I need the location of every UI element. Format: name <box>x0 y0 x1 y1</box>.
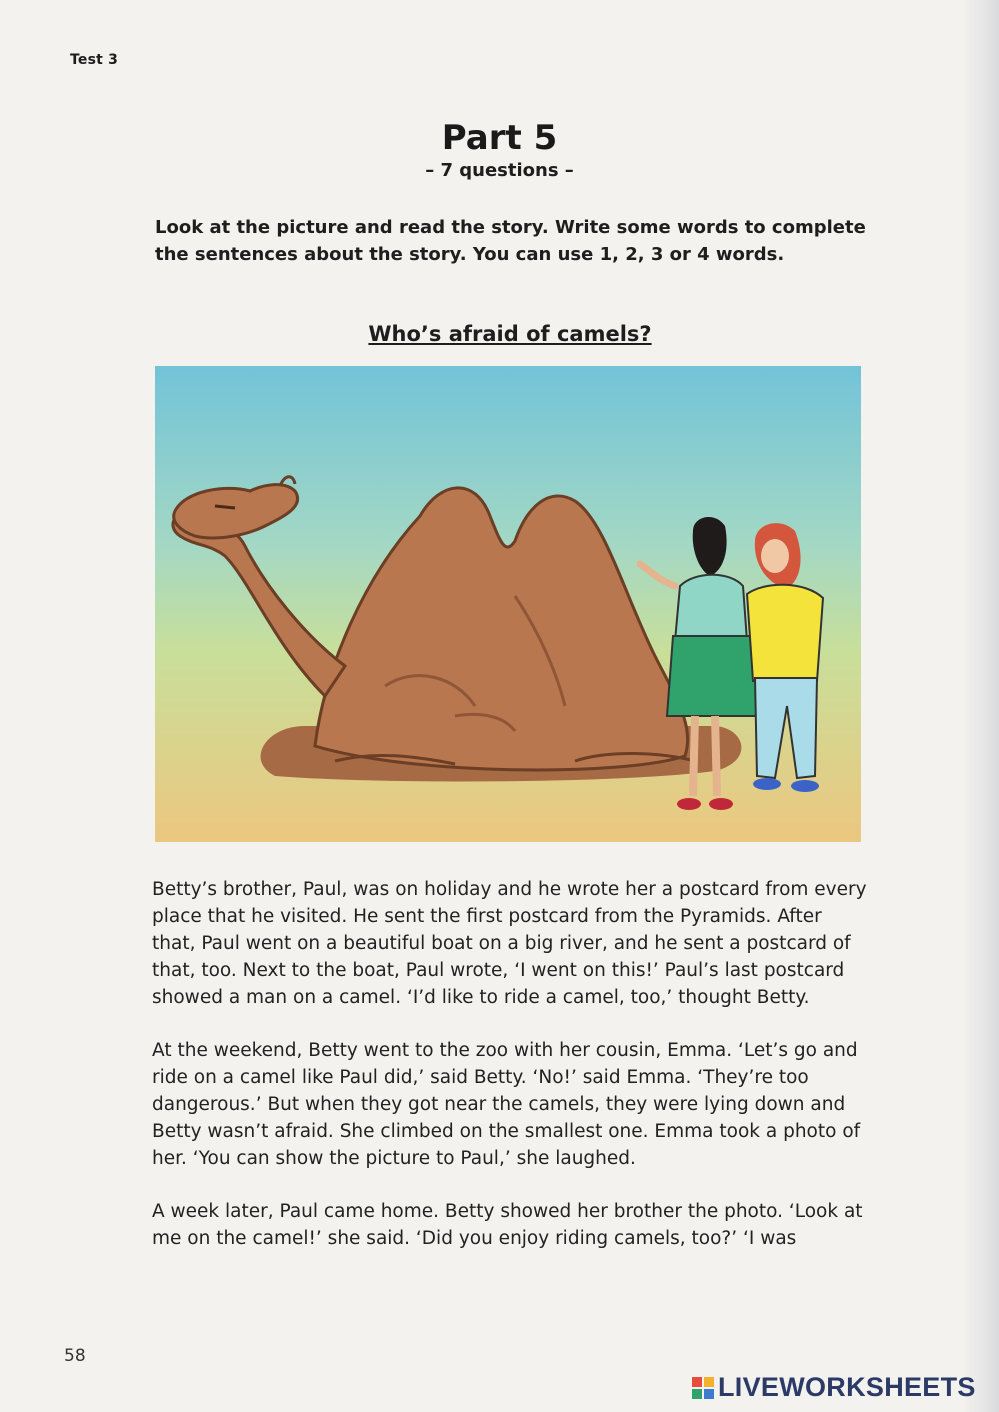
story-paragraph-1: Betty’s brother, Paul, was on holiday and he wrote her a postcard from every place that he visited. He sent the first postcard from the Pyramids. After that, Paul went on a beautiful boat on a big river, and he sent a postcard of that, too. Next to the boat, Paul wrote, ‘I went on this!’ Paul’s last postcard showed a man on a camel. ‘I’d like to ride a camel, too,’ thought Betty. <box>152 879 867 1008</box>
story-text <box>152 876 867 1278</box>
instructions: Look at the picture and read the story. Write some words to complete the sentences about the story. You can use 1, 2, 3 or 4 words. <box>155 217 866 265</box>
story-title: Who’s afraid of camels? <box>368 322 652 346</box>
brand-logo[interactable] <box>692 1372 976 1403</box>
brand-name: LIVEWORKSHEETS <box>718 1372 976 1402</box>
grid-logo-icon <box>692 1377 714 1399</box>
page-number: 58 <box>64 1346 86 1366</box>
page-edge <box>965 0 999 1412</box>
story-paragraph-2: At the weekend, Betty went to the zoo with her cousin, Emma. ‘Let’s go and ride on a camel like Paul did,’ said Betty. ‘No!’ said Emma. ‘They’re too dangerous.’ But when they got near the camels, they were lying down and Betty wasn’t afraid. She climbed on the smallest one. Emma took a photo of her. ‘You can show the picture to Paul,’ she laughed. <box>152 1040 861 1169</box>
test-label: Test 3 <box>70 52 119 68</box>
story-paragraph-3: A week later, Paul came home. Betty showed her brother the photo. ‘Look at me on the camel!’ she said. ‘Did you enjoy riding camels, too?’ ‘I was <box>152 1201 863 1249</box>
part-title: Part 5 <box>441 118 558 158</box>
part-subtitle: – 7 questions – <box>425 160 574 181</box>
camel-illustration <box>155 366 861 842</box>
